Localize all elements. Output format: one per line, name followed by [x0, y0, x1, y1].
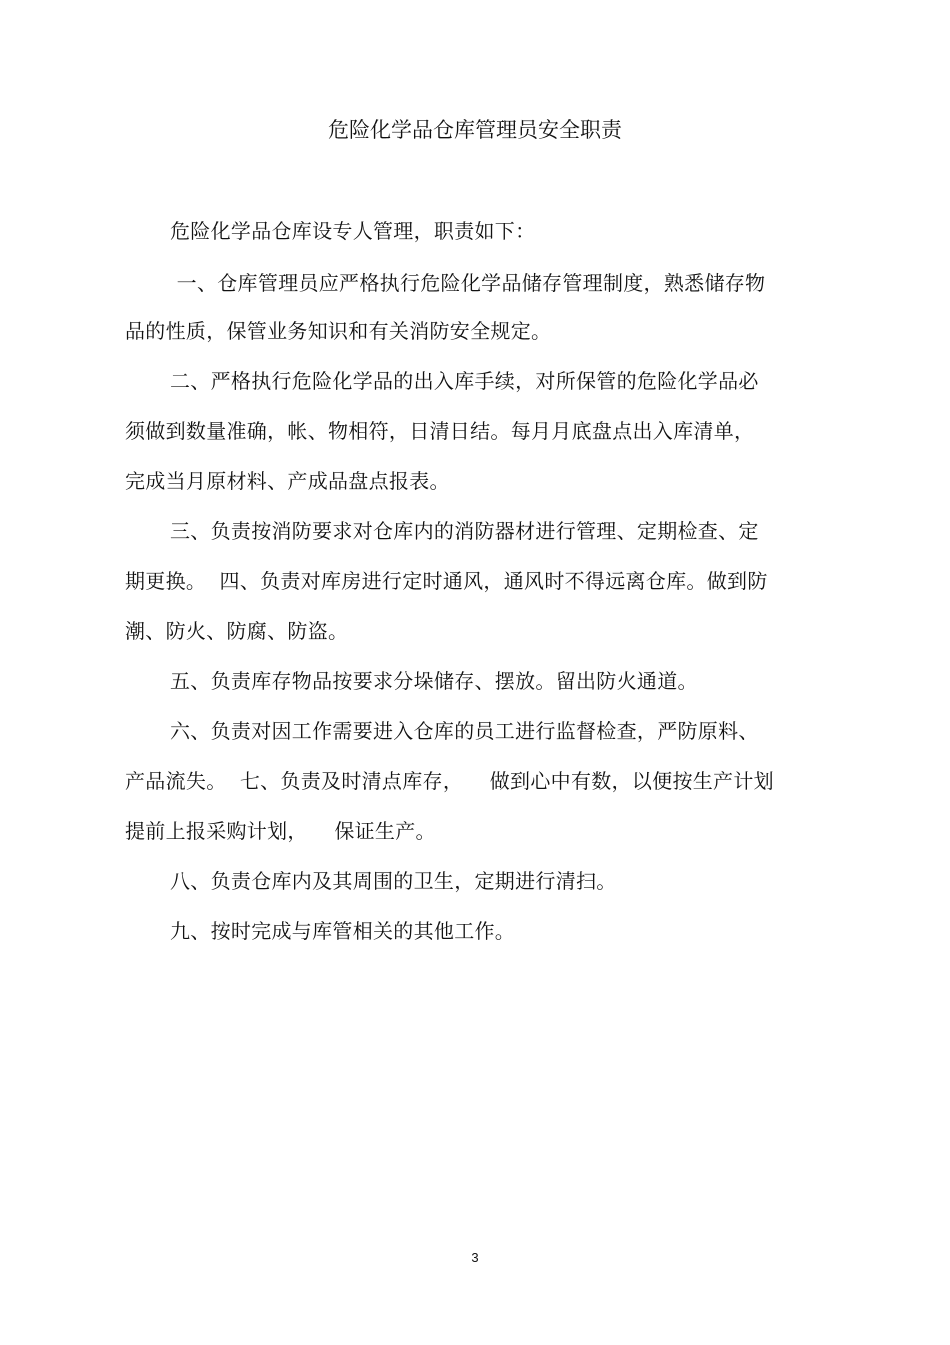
body-line-3c: 潮、防火、防腐、防盗。: [125, 619, 349, 643]
body-line-1b: 品的性质，保管业务知识和有关消防安全规定。: [125, 319, 552, 343]
page-title: 危险化学品仓库管理员安全职责: [328, 118, 622, 142]
body-line-6c: 提前上报采购计划， 保证生产。: [125, 819, 436, 843]
body-line-5: 五、负责库存物品按要求分垛储存、摆放。留出防火通道。: [170, 669, 698, 693]
body-line-1a: 一、仓库管理员应严格执行危险化学品储存管理制度，熟悉储存物: [170, 271, 766, 295]
body-line-6b: 产品流失。 七、负责及时清点库存， 做到心中有数，以便按生产计划: [125, 769, 774, 793]
body-line-6a: 六、负责对因工作需要进入仓库的员工进行监督检查，严防原料、: [170, 719, 759, 743]
body-line-9: 九、按时完成与库管相关的其他工作。: [170, 919, 516, 943]
body-line-8: 八、负责仓库内及其周围的卫生，定期进行清扫。: [170, 869, 617, 893]
body-line-3a: 三、负责按消防要求对仓库内的消防器材进行管理、定期检查、定: [170, 519, 759, 543]
body-line-2a: 二、严格执行危险化学品的出入库手续，对所保管的危险化学品必: [170, 369, 759, 393]
body-line-3b: 期更换。 四、负责对库房进行定时通风，通风时不得远离仓库。做到防: [125, 569, 768, 593]
page-number: 3: [471, 1250, 479, 1265]
body-line-2b: 须做到数量准确，帐、物相符，日清日结。每月月底盘点出入库清单，: [125, 419, 755, 443]
body-line-intro: 危险化学品仓库设专人管理，职责如下：: [170, 219, 536, 243]
body-line-2c: 完成当月原材料、产成品盘点报表。: [125, 469, 450, 493]
